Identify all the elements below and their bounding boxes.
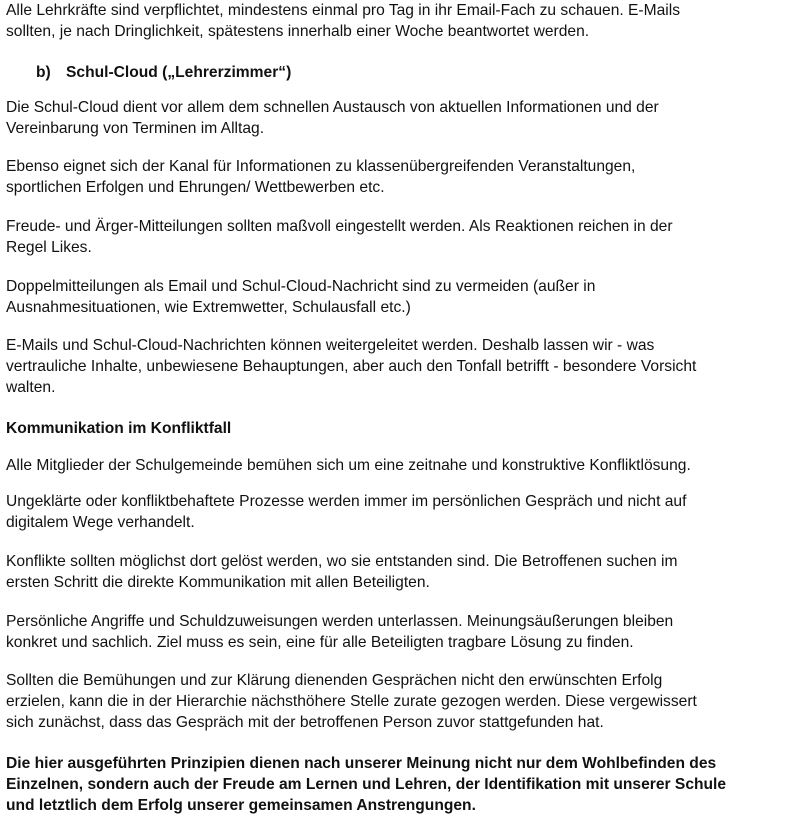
conflict-paragraph <box>6 611 796 653</box>
text-line: Alle Mitglieder der Schulgemeinde bemühen sich um eine zeitnahe und konstruktive Konfliktlösung. <box>6 457 691 474</box>
text-line: und letztlich dem Erfolg unserer gemeinsamen Anstrengungen. <box>6 797 476 814</box>
text-line: Regel Likes. <box>6 239 92 256</box>
closing-paragraph <box>6 753 796 816</box>
cloud-paragraph <box>6 335 796 398</box>
text-line: sollten, je nach Dringlichkeit, spätestens innerhalb einer Woche beantwortet werden. <box>6 23 590 40</box>
section-title: Schul-Cloud („Lehrerzimmer“) <box>66 64 292 81</box>
text-line: Die Schul-Cloud dient vor allem dem schnellen Austausch von aktuellen Informationen und der <box>6 99 659 116</box>
text-line: vertrauliche Inhalte, unbewiesene Behauptungen, aber auch den Tonfall betrifft - besondere Vorsicht <box>6 358 697 375</box>
text-line: sportlichen Erfolgen und Ehrungen/ Wettbewerben etc. <box>6 179 385 196</box>
cloud-paragraph <box>6 216 796 258</box>
intro-email-paragraph <box>6 0 796 42</box>
section-marker: b) <box>36 64 51 81</box>
conflict-paragraph <box>6 491 796 533</box>
text-line: Sollten die Bemühungen und zur Klärung dienenden Gesprächen nicht den erwünschten Erfolg <box>6 672 663 689</box>
text-line: Vereinbarung von Terminen im Alltag. <box>6 120 265 137</box>
text-line: Ungeklärte oder konfliktbehaftete Prozesse werden immer im persönlichen Gespräch und nicht auf <box>6 493 687 510</box>
conflict-heading: Kommunikation im Konfliktfall <box>6 420 232 437</box>
conflict-paragraph <box>6 551 796 593</box>
text-line: digitalem Wege verhandelt. <box>6 514 195 531</box>
text-line: Konflikte sollten möglichst dort gelöst werden, wo sie entstanden sind. Die Betroffenen suchen im <box>6 553 678 570</box>
text-line: Ebenso eignet sich der Kanal für Informationen zu klassenübergreifenden Veranstaltungen, <box>6 158 636 175</box>
text-line: Doppelmitteilungen als Email und Schul-Cloud-Nachricht sind zu vermeiden (außer in <box>6 278 596 295</box>
cloud-paragraph <box>6 156 796 198</box>
cloud-paragraph <box>6 276 796 318</box>
section-b-heading <box>6 62 796 83</box>
conflict-paragraph <box>6 670 796 733</box>
text-line: Die hier ausgeführten Prinzipien dienen nach unserer Meinung nicht nur dem Wohlbefinden des <box>6 755 717 772</box>
text-line: konkret und sachlich. Ziel muss es sein, eine für alle Beteiligten tragbare Lösung zu finden. <box>6 634 634 651</box>
text-line: E-Mails und Schul-Cloud-Nachrichten können weitergeleitet werden. Deshalb lassen wir - was <box>6 337 655 354</box>
text-line: Alle Lehrkräfte sind verpflichtet, mindestens einmal pro Tag in ihr Email-Fach zu schauen. E-Mails <box>6 2 681 19</box>
text-line: walten. <box>6 379 56 396</box>
text-line: Persönliche Angriffe und Schuldzuweisungen werden unterlassen. Meinungsäußerungen bleiben <box>6 613 674 630</box>
text-line: sich zunächst, dass das Gespräch mit der betroffenen Person zuvor stattgefunden hat. <box>6 714 604 731</box>
text-line: Freude- und Ärger-Mitteilungen sollten maßvoll eingestellt werden. Als Reaktionen reichen in der <box>6 218 673 235</box>
text-line: erzielen, kann die in der Hierarchie nächsthöhere Stelle zurate gezogen werden. Diese vergewissert <box>6 693 697 710</box>
conflict-paragraph <box>6 455 796 476</box>
cloud-paragraph <box>6 97 796 139</box>
text-line: Einzelnen, sondern auch der Freude am Lernen und Lehren, der Identifikation mit unserer Schule <box>6 776 727 793</box>
text-line: ersten Schritt die direkte Kommunikation mit allen Beteiligten. <box>6 574 430 591</box>
text-line: Ausnahmesituationen, wie Extremwetter, Schulausfall etc.) <box>6 299 411 316</box>
